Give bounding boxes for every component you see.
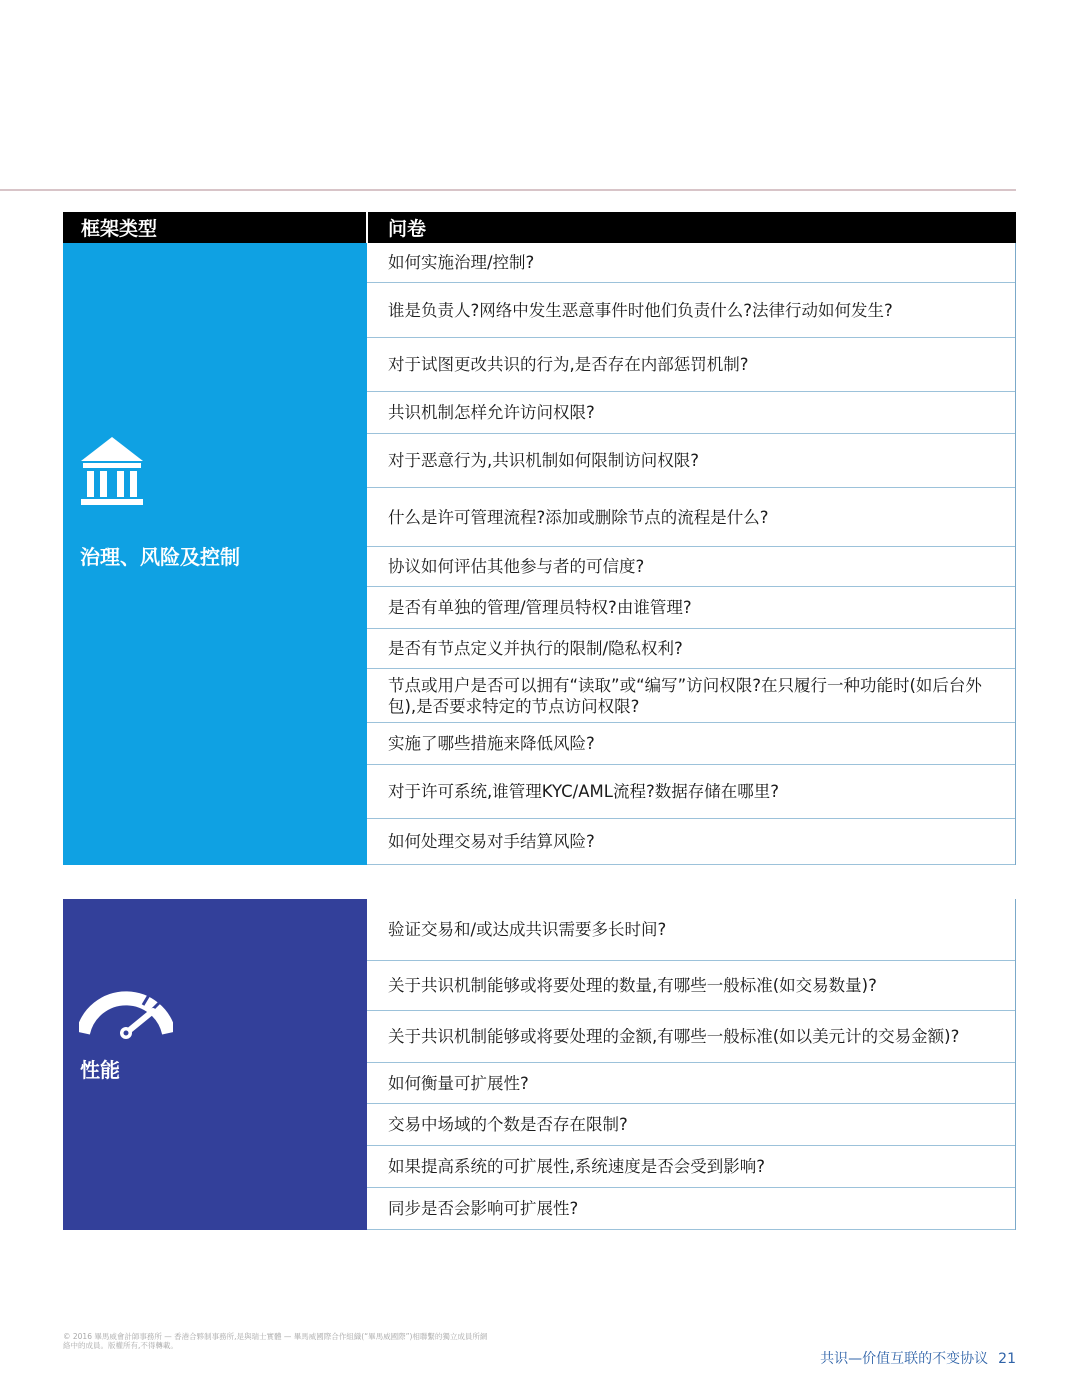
question-item: 关于共识机制能够或将要处理的数量,有哪些一般标准(如交易数量)? (367, 961, 1015, 1011)
question-item: 什么是许可管理流程?添加或删除节点的流程是什么? (367, 488, 1015, 547)
question-item: 共识机制怎样允许访问权限? (367, 392, 1015, 434)
question-item: 是否有节点定义并执行的限制/隐私权利? (367, 629, 1015, 669)
institution-icon (79, 435, 145, 507)
question-item: 如何衡量可扩展性? (367, 1063, 1015, 1104)
table-header (63, 212, 1016, 243)
question-item: 交易中场域的个数是否存在限制? (367, 1104, 1015, 1146)
footer-title: 共识—价值互联的不变协议 (820, 1351, 989, 1367)
question-item: 关于共识机制能够或将要处理的金额,有哪些一般标准(如以美元计的交易金额)? (367, 1011, 1015, 1063)
question-item: 同步是否会影响可扩展性? (367, 1188, 1015, 1230)
top-divider (0, 189, 1016, 191)
category-label-performance: 性能 (80, 1058, 120, 1082)
question-item: 对于许可系统,谁管理KYC/AML流程?数据存储在哪里? (367, 765, 1015, 819)
question-item: 验证交易和/或达成共识需要多长时间? (367, 899, 1015, 961)
category-cell-performance (63, 899, 367, 1230)
page-number: 21 (998, 1351, 1016, 1367)
section-performance (63, 899, 1016, 1230)
footer-copyright: © 2016 畢馬威會計師事務所 — 香港合夥制事務所,是與瑞士實體 — 畢馬威國際合作組織(“畢馬威國際”)相聯繫的獨立成員所網絡中的成員。版權所有,不得轉載。 (63, 1332, 488, 1350)
category-label-governance: 治理、风险及控制 (80, 545, 240, 569)
question-item: 谁是负责人?网络中发生恶意事件时他们负责什么?法律行动如何发生? (367, 283, 1015, 338)
question-item: 协议如何评估其他参与者的可信度? (367, 547, 1015, 587)
category-cell-governance (63, 243, 367, 865)
question-item: 如何实施治理/控制? (367, 243, 1015, 283)
speedometer-icon (79, 989, 173, 1039)
section-governance (63, 243, 1016, 865)
question-item: 对于试图更改共识的行为,是否存在内部惩罚机制? (367, 338, 1015, 392)
header-framework-type: 框架类型 (81, 218, 158, 240)
question-item: 如果提高系统的可扩展性,系统速度是否会受到影响? (367, 1146, 1015, 1188)
question-item: 节点或用户是否可以拥有“读取”或“编写”访问权限?在只履行一种功能时(如后台外包),是否要求特定的节点访问权限? (367, 669, 1015, 723)
question-item: 是否有单独的管理/管理员特权?由谁管理? (367, 587, 1015, 629)
header-questionnaire: 问卷 (388, 218, 427, 240)
question-item: 实施了哪些措施来降低风险? (367, 723, 1015, 765)
question-list-performance (367, 899, 1016, 1230)
footer-running-title (820, 1348, 1016, 1368)
question-item: 如何处理交易对手结算风险? (367, 819, 1015, 865)
question-item: 对于恶意行为,共识机制如何限制访问权限? (367, 434, 1015, 488)
question-list-governance (367, 243, 1016, 865)
